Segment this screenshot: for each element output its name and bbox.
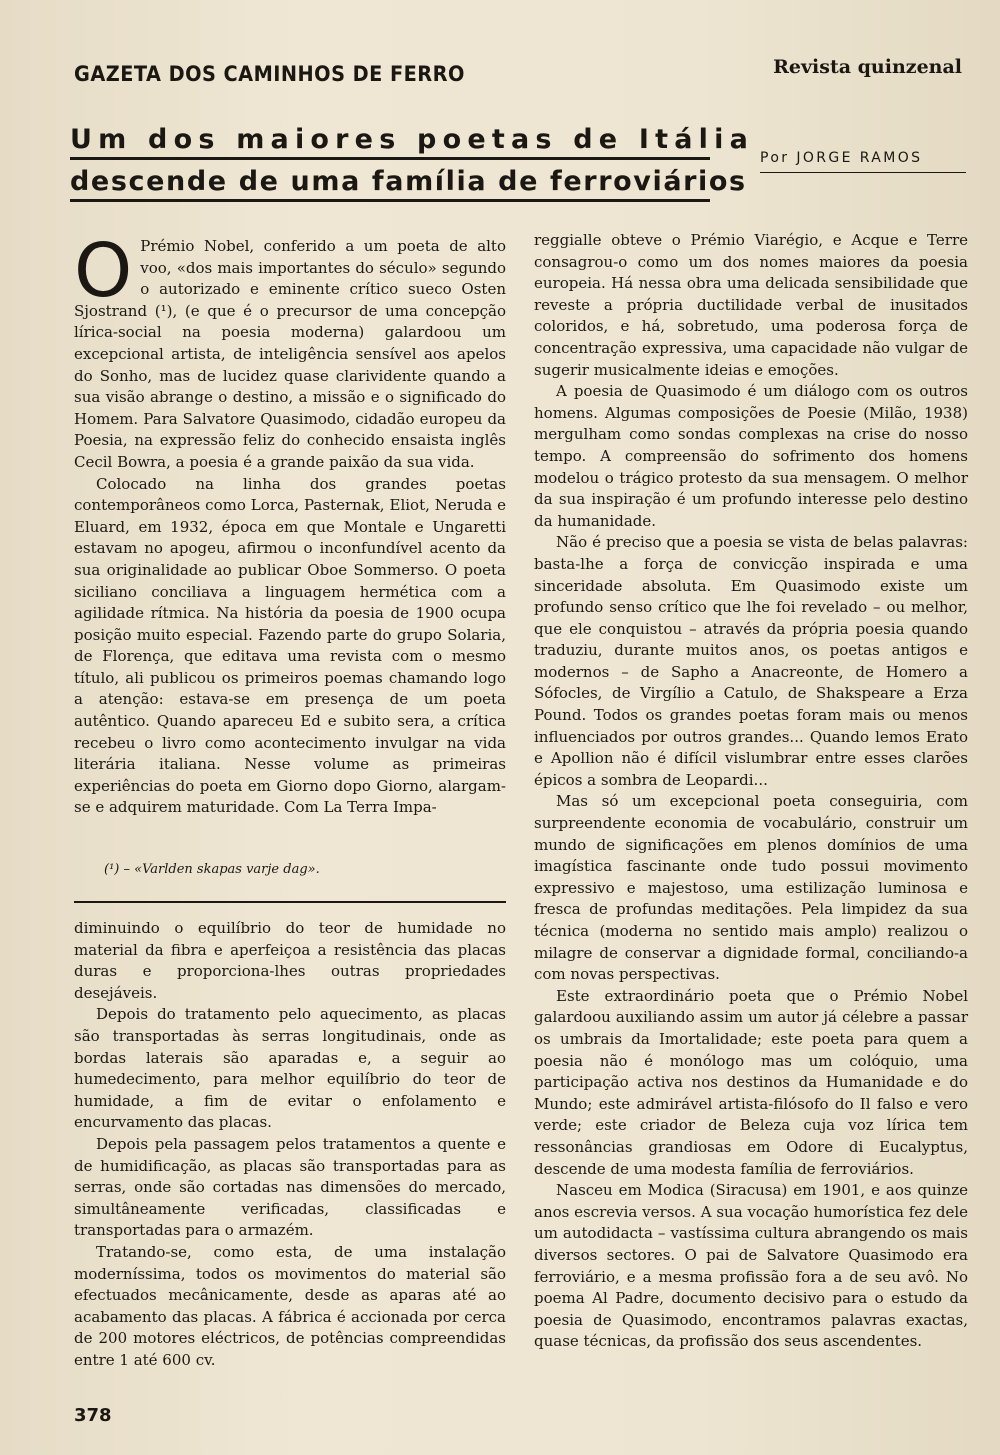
paragraph: Colocado na linha dos grandes poetas contemporâneos como Lorca, Pasternak, Eliot, Neruda e Eluard, em 1932, época em que Montale e Ungaretti estavam no apogeu, afirmou o inconfundível acento da sua originalidade ao publicar Oboe Sommerso. O poeta siciliano conciliava a linguagem hermética com a agilidade rítmica. Na história da poesia de 1900 ocupa posição muito especial. Fazendo parte do grupo Solaria, de Florença, que editava uma revista com o mesmo título, ali publicou os primeiros poemas chamando logo a atenção: estava-se em presença de um poeta autêntico. Quando apareceu Ed e subito sera, a crítica recebeu o livro como acontecimento invulgar na vida literária italiana. Nesse volume as primeiras experiências do poeta em Giorno dopo Giorno, alargam-se e adquirem maturidade. Com La Terra Impa- bbox=[74, 474, 506, 817]
paragraph: reggialle obteve o Prémio Viarégio, e Acque e Terre consagrou-o como um dos nomes maiores da poesia europeia. Há nessa obra uma delicada sensibilidade que reveste a própria ductilidade verbal de inusitados coloridos, e há, sobretudo, uma poderosa força de concentração expressiva, uma capacidade não vulgar de sugerir musicalmente ideias e emoções. bbox=[534, 231, 968, 379]
byline: Por JORGE RAMOS bbox=[760, 150, 966, 173]
paragraph: Este extraordinário poeta que o Prémio Nobel galardoou auxiliando assim um autor já célebre a passar os umbrais da Imortalidade; este poeta para quem a poesia não é monólogo mas um colóquio, uma participação activa nos destinos da Humanidade e do Mundo; este admirável artista-filósofo do Il falso e vero verde; este criador de Beleza cuja voz lírica tem ressonâncias grandiosas em Odore di Eucalyptus, descende de uma modesta família de ferroviários. bbox=[534, 986, 968, 1178]
paragraph: Não é preciso que a poesia se vista de belas palavras: basta-lhe a força de convicção inspirada e uma sinceridade absoluta. Em Quasimodo existe um profundo senso crítico que lhe foi revelado – ou melhor, que ele conquistou – através da própria poesia quando traduziu, durante muitos anos, os poetas antigos e modernos – de Sapho a Anacreonte, de Homero a Sófocles, de Virgílio a Catulo, de Shakspeare a Erza Pound. Todos os grandes poetas foram mais ou menos influenciados por outros grandes... Quando lemos Erato e Apollion não é difícil vislumbrar entre esses clarões épicos a sombra de Leopardi... bbox=[534, 533, 968, 789]
paragraph: Tratando-se, como esta, de uma instalação moderníssima, todos os movimentos do material são efectuados mecânicamente, desde as aparas até ao acabamento das placas. A fábrica é accionada por cerca de 200 motores eléctricos, de potências compreendidas entre 1 até 600 cv. bbox=[74, 1242, 506, 1369]
journal-subtitle: Revista quinzenal bbox=[773, 56, 962, 78]
right-column bbox=[534, 230, 968, 1353]
paragraph: diminuindo o equilíbrio do teor de humidade no material da fibra e aperfeiçoa a resistência das placas duras e proporciona-lhes outras propriedades desejáveis. bbox=[74, 919, 506, 1002]
left-column bbox=[74, 228, 506, 819]
paragraph: Nasceu em Modica (Siracusa) em 1901, e aos quinze anos escrevia versos. A sua vocação humorística fez dele um autodidacta – vastíssima cultura abrangendo os mais diversos sectores. O pai de Salvatore Quasimodo era ferroviário, e a mesma profissão fora a de seu avô. No poema Al Padre, documento decisivo para o estudo da poesia de Quasimodo, encontramos palavras exactas, quase técnicas, da profissão dos seus ascendentes. bbox=[534, 1181, 968, 1351]
paragraph: A poesia de Quasimodo é um diálogo com os outros homens. Algumas composições de Poesie (Milão, 1938) mergulham como sondas complexas na crise do nosso tempo. A compreensão do sofrimento dos homens modelou o trágico protesto da sua mensagem. O melhor da sua inspiração é um profundo interesse pelo destino da humanidade. bbox=[534, 382, 968, 530]
headline-line-2: descende de uma família de ferroviários bbox=[70, 166, 710, 202]
paragraph: Mas só um excepcional poeta conseguiria, com surpreendente economia de vocabulário, construir um mundo de significações em plenos domínios de uma imagística fascinante onde tudo possui movimento expressivo e majestoso, uma estilização luminosa e fresca de profundas meditações. Pela limpidez da sua técnica (moderna no sentido mais amplo) realizou o milagre de conservar a dignidade formal, conciliando-a com novas perspectivas. bbox=[534, 792, 968, 984]
headline-line-1: Um dos maiores poetas de Itália bbox=[70, 124, 710, 160]
article-headline bbox=[70, 124, 754, 202]
column-divider bbox=[74, 901, 506, 903]
paragraph: Depois pela passagem pelos tratamentos a quente e de humidificação, as placas são transportadas para as serras, onde são cortadas nas dimensões do mercado, simultâneamente verificadas, classificadas e transportadas para o armazém. bbox=[74, 1134, 506, 1240]
footnote: (¹) – «Varlden skapas varje dag». bbox=[104, 862, 320, 877]
bottom-left-column bbox=[74, 918, 506, 1371]
page-number: 378 bbox=[74, 1405, 112, 1426]
paragraph: Prémio Nobel, conferido a um poeta de alto voo, «dos mais importantes do século» segundo o autorizado e eminente crítico sueco Osten Sjostrand (¹), (e que é o precursor de uma concepção lírica-social na poesia moderna) galardoou um excepcional artista, de inteligência sensível aos apelos do Sonho, mas de lucidez quase clarividente quando a sua visão abrange o destino, a missão e o significado do Homem. Para Salvatore Quasimodo, cidadão europeu da Poesia, na expressão feliz do conhecido ensaista inglês Cecil Bowra, a poesia é a grande paixão da sua vida. bbox=[74, 237, 506, 471]
journal-title: GAZETA DOS CAMINHOS DE FERRO bbox=[74, 62, 465, 86]
drop-cap: O bbox=[74, 228, 133, 314]
paragraph: Depois do tratamento pelo aquecimento, as placas são transportadas às serras longitudinais, onde as bordas laterais são aparadas e, a seguir ao humedecimento, para melhor equilíbrio do teor de humidade, a fim de evitar o enfolamento e encurvamento das placas. bbox=[74, 1005, 506, 1132]
